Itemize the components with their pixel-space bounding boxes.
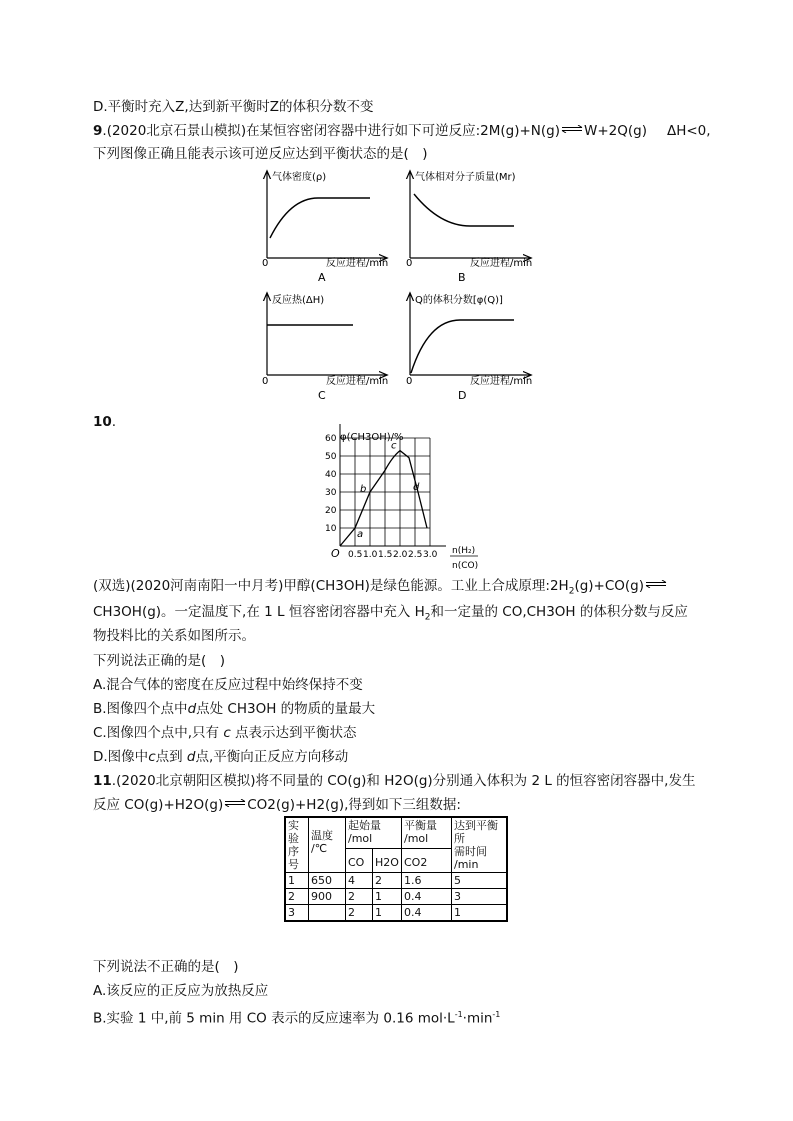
q11-line2b: CO2(g)+H2(g),得到如下三组数据: — [247, 797, 461, 813]
q11-stem-2 — [93, 795, 461, 815]
q10-ask: 下列说法正确的是( ) — [93, 653, 226, 669]
q10-xlabel-den: n(CO) — [452, 561, 479, 571]
y-tick-label: 50 — [325, 452, 337, 462]
graph-a-xlabel: 反应进程/min — [326, 258, 389, 269]
q10-option-b-var: d — [187, 701, 197, 717]
q10-option-d-mid: 点到 — [155, 749, 183, 765]
q10-option-b-head: B.图像四个点中 — [93, 701, 188, 717]
point-label-d: d — [413, 482, 420, 493]
graph-d-xlabel: 反应进程/min — [470, 376, 533, 387]
q10-stem-3: 物投料比的关系如图所示。 — [93, 628, 255, 644]
q10-option-d-head: D.图像中 — [93, 749, 149, 765]
q11-option-b[interactable]: B.实验 1 中,前 5 min 用 CO 表示的反应速率为 0.16 $mol\cdot L^{-1}\cdot\min^{-1}$ — [93, 1010, 501, 1027]
graph-c-origin: 0 — [262, 376, 269, 387]
graph-c-label: C — [318, 389, 326, 402]
point-label-a: a — [357, 529, 364, 540]
q10-stem-2b: 和一定量的 CO,CH3OH 的体积分数与反应 — [430, 604, 688, 620]
q9-line2: 下列图像正确且能表示该可逆反应达到平衡状态的是( ) — [93, 146, 428, 162]
q11-line2a: 反应 CO(g)+H2O(g) — [93, 797, 224, 813]
x-tick-label: 1.0 — [363, 550, 378, 560]
graph-b-xlabel: 反应进程/min — [470, 258, 533, 269]
point-label-b: b — [360, 484, 367, 495]
graph-d-origin: 0 — [406, 376, 413, 387]
x-tick-label: 2.0 — [393, 550, 408, 560]
q10-stem-1a: (双选)(2020河南南阳一中月考)甲醇(CH3OH)是绿色能源。工业上合成原理:2H — [93, 578, 569, 594]
q10-stem-2a: CH3OH(g)。一定温度下,在 1 L 恒容密闭容器中充入 H — [93, 604, 425, 620]
graph-b-label: B — [458, 271, 466, 284]
y-tick-label: 60 — [325, 434, 337, 444]
graph-a-ylabel: 气体密度(ρ) — [272, 172, 327, 183]
th-start: 起始量 /mol — [346, 817, 402, 849]
q10-ylabel: φ(CH3OH)/% — [340, 432, 404, 443]
q10-option-c-var: c — [223, 725, 231, 741]
reversible-arrow-icon — [645, 580, 667, 588]
q10-option-c[interactable] — [93, 723, 357, 743]
graph-b-ylabel: 气体相对分子质量(Mr) — [415, 172, 516, 183]
q9-text-a: .(2020北京石景山模拟)在某恒容密闭容器中进行如下可逆反应:2M(g)+N(g) — [102, 123, 560, 139]
x-tick-label: 2.5 — [408, 550, 423, 560]
q11-line1: .(2020北京朝阳区模拟)将不同量的 CO(g)和 H2O(g)分别通入体积为 2 L 的恒容密闭容器中,发生 — [111, 773, 696, 789]
q10-tick-labels — [325, 434, 438, 560]
q11-number: 11 — [93, 773, 112, 789]
y-tick-label: 40 — [325, 470, 337, 480]
graph-b-origin: 0 — [406, 258, 413, 269]
graph-d-ylabel: Q的体积分数[φ(Q)] — [415, 295, 503, 306]
graph-d-label: D — [458, 389, 467, 402]
y-tick-label: 30 — [325, 488, 337, 498]
q11-option-b-unit: ·min — [462, 1010, 493, 1027]
q11-option-a[interactable]: A.该反应的正反应为放热反应 — [93, 983, 269, 999]
graph-a-label: A — [318, 271, 326, 284]
q11-option-b-text: B.实验 1 中,前 5 min 用 CO 表示的反应速率为 0.16 mol·L — [93, 1010, 455, 1027]
graph-c-ylabel: 反应热(ΔH) — [272, 295, 325, 306]
q10-point-labels — [357, 441, 420, 540]
q10-series-line — [340, 451, 427, 546]
q10-option-a[interactable]: A.混合气体的密度在反应过程中始终保持不变 — [93, 677, 363, 693]
y-tick-label: 20 — [325, 506, 337, 516]
q10-option-c-tail: 点表示达到平衡状态 — [235, 725, 357, 741]
q11-ask: 下列说法不正确的是( ) — [93, 959, 239, 975]
q9-text-c: ΔH<0, — [666, 123, 711, 139]
q10-xlabel — [450, 546, 478, 571]
x-tick-label: 1.5 — [378, 550, 393, 560]
reversible-arrow-icon — [224, 799, 246, 807]
x-tick-label: 0.5 — [348, 550, 363, 560]
q9-text-b: W+2Q(g) — [584, 123, 647, 139]
q11-data-table — [284, 816, 508, 922]
q10-stem-1b: (g)+CO(g) — [574, 578, 645, 594]
q10-option-b[interactable] — [93, 699, 375, 719]
graph-a-origin: 0 — [262, 258, 269, 269]
q11-stem-1 — [93, 771, 695, 791]
q10-number-suffix: . — [111, 414, 117, 430]
q10-option-d-tail: 点,平衡向正反应方向移动 — [195, 749, 349, 765]
th-time: 达到平衡 所 需时间 /min — [452, 817, 508, 873]
q10-option-b-tail: 点处 CH3OH 的物质的量最大 — [196, 701, 376, 717]
q10-option-d-var-d: d — [186, 749, 196, 765]
table-row: 2 900 2 1 0.4 3 — [285, 889, 507, 905]
y-tick-label: 10 — [325, 524, 337, 534]
table-row: 1 650 4 2 1.6 5 — [285, 873, 507, 889]
point-label-c: c — [391, 440, 397, 452]
q10-origin: O — [331, 547, 340, 560]
q10-stem-1: (双选)(2020河南南阳一中月考)甲醇(CH3OH)是绿色能源。工业上合成原理$:2H_2(g)+CO(g)$ — [93, 576, 668, 602]
q10-stem-2: CH3OH(g)。一定温度下,在 1 L 恒容密闭容器中充入 $H_2$和一定量的 CO,CH3OH 的体积分数与反应 — [93, 604, 688, 623]
th-co2: CO2 — [402, 849, 452, 873]
th-temp: 温度 /℃ — [309, 817, 346, 873]
q10-option-d[interactable] — [93, 747, 348, 767]
q10-option-d-var-c: c — [148, 749, 156, 765]
q9-number: 9 — [93, 123, 103, 139]
q10-number: 10 — [93, 414, 112, 430]
th-eq: 平衡量 /mol — [402, 817, 452, 849]
graph-c-xlabel: 反应进程/min — [326, 376, 389, 387]
th-h2o: H2O — [373, 849, 402, 873]
x-tick-label: 3.0 — [423, 550, 438, 560]
q10-xlabel-num: n(H₂) — [452, 546, 476, 556]
th-co: CO — [346, 849, 373, 873]
q10-option-c-head: C.图像四个点中,只有 — [93, 725, 220, 741]
q8-option-d: D.平衡时充入Z,达到新平衡时Z的体积分数不变 — [93, 99, 374, 115]
table-row: 3 2 1 0.4 1 — [285, 905, 507, 922]
th-seq: 实 验 序 号 — [285, 817, 309, 873]
